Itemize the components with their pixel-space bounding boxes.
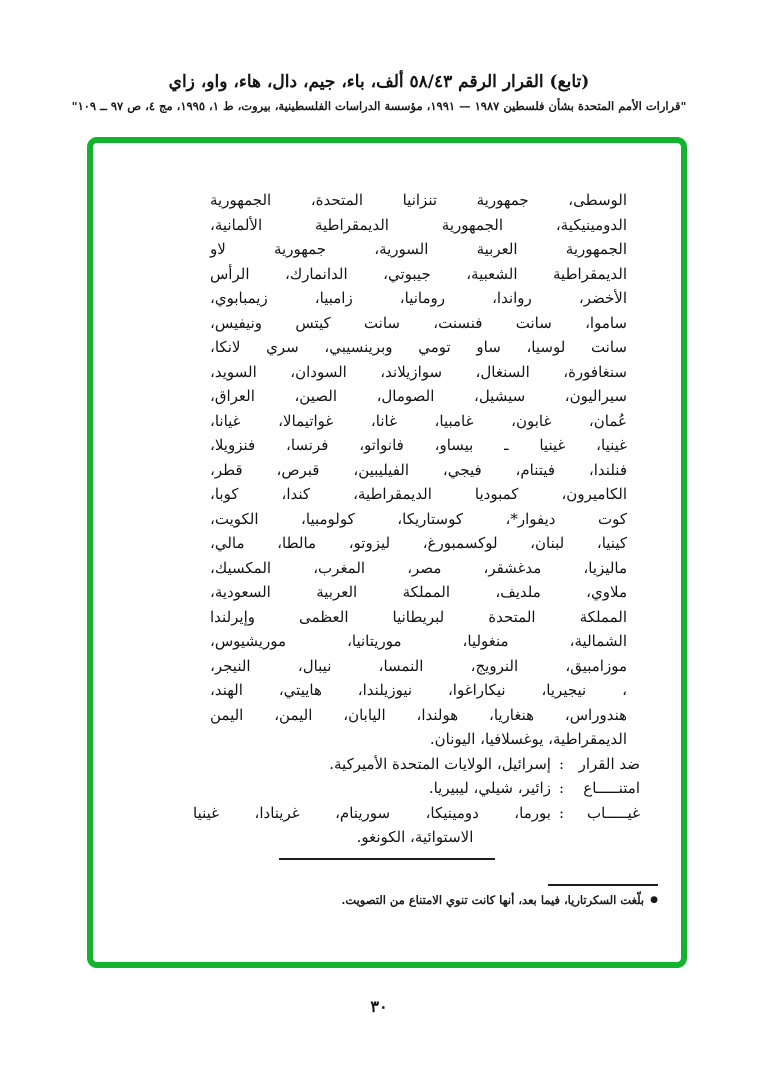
vote-row: [193, 801, 640, 826]
vote-label: ضد القرار: [578, 754, 640, 773]
country-list-line: سانت لوسيا، ساو تومي وبرينسيبي، سري لانكا،: [210, 338, 627, 356]
vote-label: غيـــــاب: [586, 803, 640, 822]
vote-results: [193, 752, 640, 850]
vote-row: [193, 752, 640, 777]
footnote-text: بلّغت السكرتاريا، فيما بعد، أنها كانت تنوي الامتناع من التصويت.: [341, 892, 645, 907]
vote-colon: :: [558, 803, 564, 822]
source-citation: "قرارات الأمم المتحدة بشأن فلسطين ١٩٨٧ — ١٩٩١، مؤسسة الدراسات الفلسطينية، بيروت، ط ١، ١٩٩٥، مج ٤، ص ٩٧ ــ ١٠٩": [71, 99, 687, 113]
country-list-line: كوت ديفوار*، كوستاريكا، كولومبيا، الكويت،: [210, 509, 627, 528]
country-list-line: الوسطى، جمهورية تنزانيا المتحدة، الجمهورية: [210, 191, 627, 209]
country-list-line: هندوراس، هنغاريا، هولندا، اليابان، اليمن، اليمن: [210, 705, 627, 724]
page-header: [0, 72, 758, 113]
country-list-line: ماليزيا، مدغشقر، مصر، المغرب، المكسيك،: [210, 558, 627, 577]
country-list-line: فنلندا، فيتنام، فيجي، الفيليبين، قبرص، قطر،: [210, 460, 627, 479]
country-list-line: الجمهورية العربية السورية، جمهورية لاو: [210, 240, 627, 258]
country-list-line: ، نيجيريا، نيكاراغوا، نيوزيلندا، هاييتي، الهند،: [210, 681, 627, 699]
vote-row: [193, 776, 640, 801]
section-divider: [279, 858, 495, 860]
footnote-separator: [548, 884, 658, 886]
vote-colon: :: [558, 779, 564, 797]
country-list-line: عُمان، غابون، غامبيا، غانا، غواتيمالا، غيانا،: [210, 411, 627, 430]
vote-value: بورما، دومينيكا، سورينام، غرينادا، غينيا: [193, 803, 551, 822]
country-list-line: الشمالية، منغوليا، موريتانيا، موريشيوس،: [210, 632, 627, 650]
country-list-line: سيراليون، سيشيل، الصومال، الصين، العراق،: [210, 387, 627, 405]
country-list-line: المملكة المتحدة لبريطانيا العظمى وإيرلندا: [210, 607, 627, 626]
country-list-line: كينيا، لبنان، لوكسمبورغ، ليزوتو، مالطا، مالي،: [210, 534, 627, 552]
vote-colon: :: [558, 754, 564, 773]
country-list-line: الديمقراطية، يوغسلافيا، اليونان.: [429, 730, 627, 748]
vote-value: زائير، شيلي، ليبيريا.: [428, 779, 551, 797]
country-list-line: الدومينيكية، الجمهورية الديمقراطية الألمانية،: [210, 215, 627, 234]
country-list-line: الديمقراطية الشعبية، جيبوتي، الدانمارك، الرأس: [210, 264, 627, 283]
page-number: ٣٠: [370, 997, 388, 1016]
country-list-line: الأخضر، رواندا، رومانيا، زامبيا، زيمبابوي،: [210, 289, 627, 307]
vote-label: امتنـــــاع: [583, 779, 640, 797]
content-box: [87, 137, 687, 968]
country-list-line: ملاوي، ملديف، المملكة العربية السعودية،: [210, 583, 627, 601]
footnote-bullet-icon: ●: [650, 894, 658, 905]
footnote: [133, 892, 658, 909]
vote-value: إسرائيل، الولايات المتحدة الأميركية.: [329, 754, 551, 773]
country-list-line: ساموا، سانت فنسنت، سانت كيتس ونيفيس،: [210, 313, 627, 332]
country-list-line: موزامبيق، النرويج، النمسا، نيبال، النيجر،: [210, 656, 627, 675]
country-list-line: الكاميرون، كمبوديا الديمقراطية، كندا، كوبا،: [210, 485, 627, 503]
resolution-title: (تابع) القرار الرقم ٥٨/٤٣ ألف، باء، جيم، دال، هاء، واو، زاي: [168, 72, 590, 92]
country-list-line: غينيا، غينيا ـ بيساو، فانواتو، فرنسا، فنزويلا،: [210, 436, 627, 454]
in-favor-country-list: [210, 188, 627, 752]
vote-value-continuation: الاستوائية، الكونغو.: [356, 828, 474, 846]
country-list-line: سنغافورة، السنغال، سوازيلاند، السودان، السويد،: [210, 362, 627, 381]
